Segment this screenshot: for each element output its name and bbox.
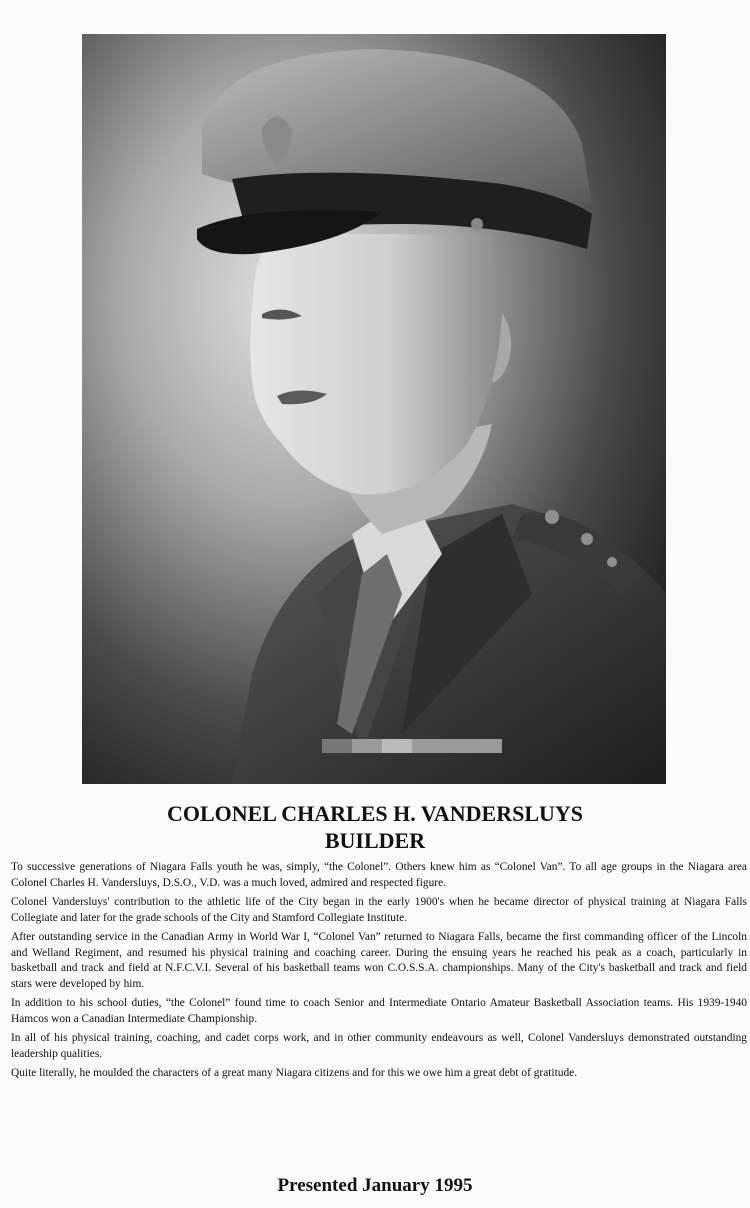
biography-paragraph: In all of his physical training, coaching, and cadet corps work, and in other community endeavours as well, Colonel Vandersluys demonstrated outstanding leadership qualities. <box>11 1032 747 1060</box>
biography-paragraph: Colonel Vandersluys' contribution to the athletic life of the City began in the early 1900's when he became director of physical training at Niagara Falls Collegiate and later for the grade schools of the City and Stamford Collegiate Institute. <box>11 896 747 924</box>
biography-paragraph: After outstanding service in the Canadian Army in World War I, “Colonel Van” returned to Niagara Falls, became the first commanding officer of the Lincoln and Welland Regiment, and resumed his physical training and coaching career. During the ensuing years he reached his peak as a coach, particularly in basketball and track and field at N.F.C.V.I. Several of his basketball teams won C.O.S.S.A. championships. Many of the City's basketball and track and field stars were developed by him. <box>11 931 747 990</box>
honoree-title <box>0 800 750 854</box>
biography-paragraph: To successive generations of Niagara Falls youth he was, simply, “the Colonel”. Others knew him as “Colonel Van”. To all age groups in the Niagara area Colonel Charles H. Vandersluys, D.S.O., V.D. was a much loved, admired and respected figure. <box>11 861 747 889</box>
honoree-name: COLONEL CHARLES H. VANDERSLUYS <box>166 801 584 826</box>
biography-paragraph: In addition to his school duties, “the Colonel” found time to coach Senior and Intermediate Ontario Amateur Basketball Association teams. His 1939-1940 Hamcos won a Canadian Intermediate Championship. <box>11 997 747 1025</box>
portrait-illustration <box>82 34 666 784</box>
portrait-photo <box>82 34 666 784</box>
honoree-category: BUILDER <box>324 828 426 853</box>
presented-date: Presented January 1995 <box>277 1175 473 1196</box>
biography <box>11 860 747 1086</box>
biography-paragraph: Quite literally, he moulded the characters of a great many Niagara citizens and for this we owe him a great debt of gratitude. <box>11 1067 578 1079</box>
